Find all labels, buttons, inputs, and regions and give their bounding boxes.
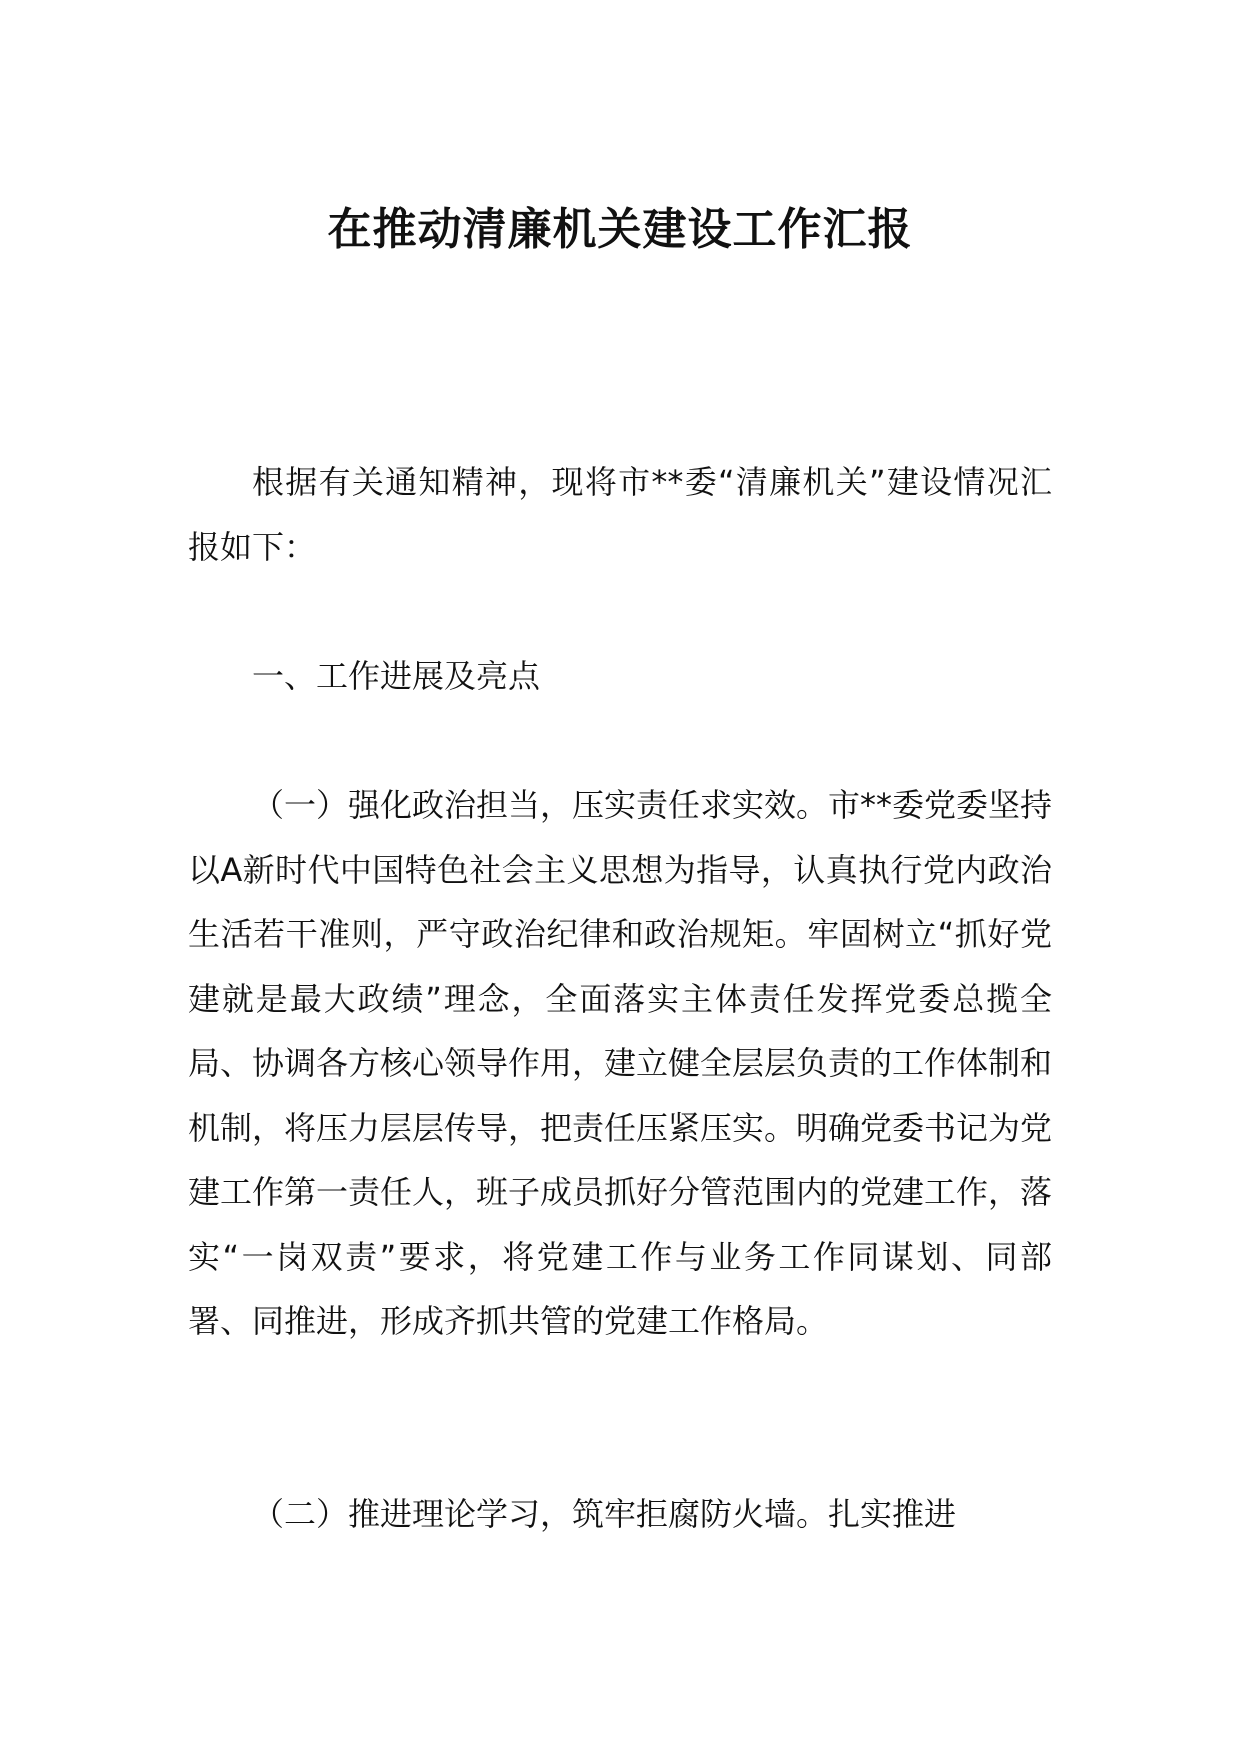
- document-title: 在推动清廉机关建设工作汇报: [327, 204, 913, 255]
- body-paragraph: （二）推进理论学习，筑牢拒腐防火墙。扎实推进: [252, 1495, 957, 1533]
- intro-paragraph: 根据有关通知精神，现将市**委“清廉机关”建设情况汇报如下：: [188, 463, 1052, 566]
- section-heading: 一、工作进展及亮点: [252, 657, 541, 695]
- body-paragraph: （一）强化政治担当，压实责任求实效。市**委党委坚持以A新时代中国特色社会主义思想为指导，认真执行党内政治生活若干准则，严守政治纪律和政治规矩。牢固树立“抓好党建就是最大政绩”理念，全面落实主体责任发挥党委总揽全局、协调各方核心领导作用，建立健全层层负责的工作体制和机制，将压力层层传导，把责任压紧压实。明确党委书记为党建工作第一责任人，班子成员抓好分管范围内的党建工作，落实“一岗双责”要求，将党建工作与业务工作同谋划、同部署、同推进，形成齐抓共管的党建工作格局。: [188, 786, 1053, 1340]
